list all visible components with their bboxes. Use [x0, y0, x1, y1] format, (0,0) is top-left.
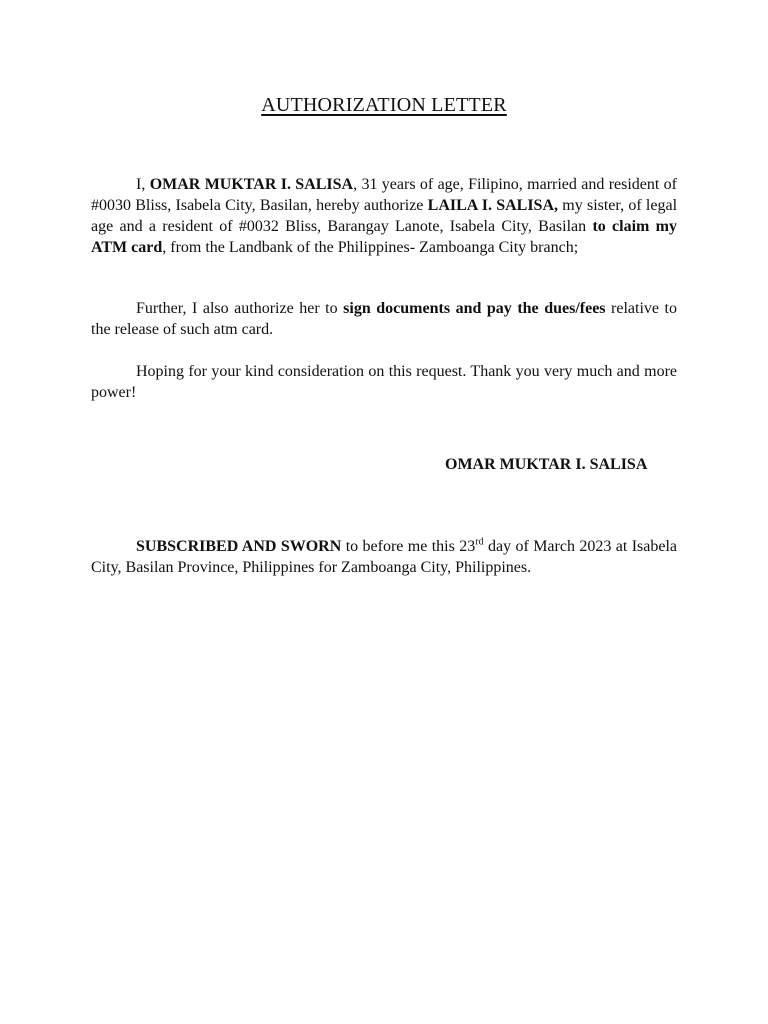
document-title: AUTHORIZATION LETTER [261, 94, 507, 116]
text: my sister, of legal age and a resident of #0032 Bliss, Barangay Lanote, Isabela City, Basilan [91, 197, 678, 235]
paragraph-closing [91, 361, 677, 403]
text: Further, I also authorize her to [136, 300, 344, 317]
paragraph-jurat [91, 536, 677, 578]
text: I, [136, 176, 150, 193]
bold-text: OMAR MUKTAR I. SALISA [149, 176, 354, 193]
paragraph-authorization [91, 174, 677, 258]
paragraph-further [91, 298, 677, 340]
text: Hoping for your kind consideration on this request. Thank you very much and more power! [91, 363, 677, 401]
bold-text: SUBSCRIBED AND SWORN [136, 538, 342, 555]
bold-text: sign documents and pay the dues/fees [343, 300, 606, 317]
text: to before me this 23 [341, 538, 476, 555]
signature-name: OMAR MUKTAR I. SALISA [445, 456, 648, 473]
bold-text: LAILA I. SALISA, [427, 197, 559, 214]
bold-text: to claim my ATM card [91, 218, 677, 256]
text: , from the Landbank of the Philippines- Zamboanga City branch; [162, 239, 579, 256]
text: day of March 2023 at Isabela City, Basilan Province, Philippines for Zamboanga City, Philippines. [91, 538, 678, 576]
text: , 31 years of age, Filipino, married and resident of #0030 Bliss, Isabela City, Basilan, hereby authorize [91, 176, 678, 214]
text: relative to the release of such atm card. [91, 300, 677, 338]
ordinal-suffix: rd [475, 536, 484, 548]
